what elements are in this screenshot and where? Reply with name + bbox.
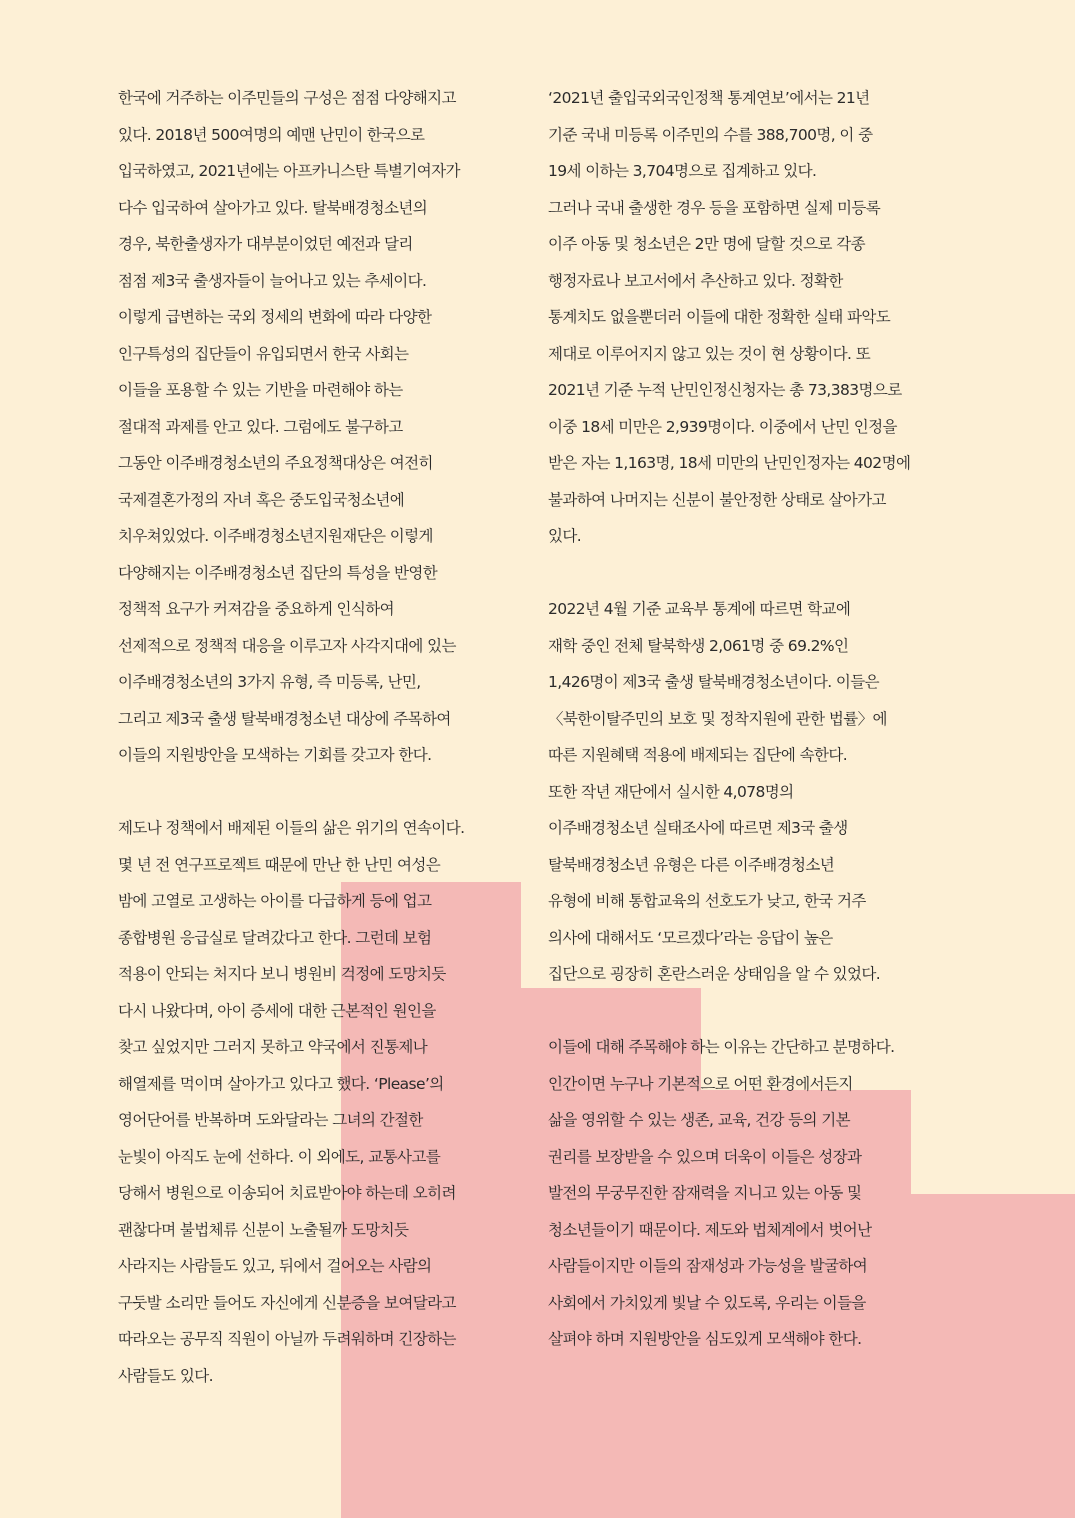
text-line: 발전의 무궁무진한 잠재력을 지니고 있는 아동 및 xyxy=(548,1184,862,1202)
text-line: 받은 자는 1,163명, 18세 미만의 난민인정자는 402명에 xyxy=(548,454,911,472)
paragraph-statistics xyxy=(548,80,988,555)
text-line: 또한 작년 재단에서 실시한 4,078명의 xyxy=(548,782,794,801)
text-line: 종합병원 응급실로 달려갔다고 한다. 그런데 보험 xyxy=(118,928,432,947)
text-line: 재학 중인 전체 탈북학생 2,061명 중 69.2%인 xyxy=(548,636,849,655)
text-line: 절대적 과제를 안고 있다. 그럼에도 불구하고 xyxy=(118,417,403,436)
paragraph-conclusion xyxy=(548,1029,988,1358)
text-line: 선제적으로 정책적 대응을 이루고자 사각지대에 있는 xyxy=(118,636,456,655)
text-line: 불과하여 나머지는 신분이 불안정한 상태로 살아가고 xyxy=(548,490,886,509)
paragraph-north-korean-youth xyxy=(548,591,988,993)
text-line: 사람들도 있다. xyxy=(118,1366,213,1385)
text-line: 따른 지원혜택 적용에 배제되는 집단에 속한다. xyxy=(548,746,848,764)
text-line: 이중 18세 미만은 2,939명이다. 이중에서 난민 인정을 xyxy=(548,417,897,436)
text-line: 이들에 대해 주목해야 하는 이유는 간단하고 분명하다. xyxy=(548,1038,895,1056)
text-line: 집단으로 굉장히 혼란스러운 상태임을 알 수 있었다. xyxy=(548,965,881,983)
text-line: 점점 제3국 출생자들이 늘어나고 있는 추세이다. xyxy=(118,271,427,290)
text-line: 치우쳐있었다. 이주배경청소년지원재단은 이렇게 xyxy=(118,527,433,545)
paragraph-refugee-story xyxy=(118,810,538,1394)
text-line: 사람들이지만 이들의 잠재성과 가능성을 발굴하여 xyxy=(548,1257,868,1275)
text-line: 적용이 안되는 처지다 보니 병원비 걱정에 도망치듯 xyxy=(118,965,446,983)
text-line: 밤에 고열로 고생하는 아이를 다급하게 등에 업고 xyxy=(118,892,432,910)
text-line: 괜찮다며 불법체류 신분이 노출될까 도망치듯 xyxy=(118,1220,409,1239)
left-text-column xyxy=(118,80,538,1394)
text-line: 이주배경청소년의 3가지 유형, 즉 미등록, 난민, xyxy=(118,673,421,691)
text-line: 사라지는 사람들도 있고, 뒤에서 걸어오는 사람의 xyxy=(118,1257,432,1275)
text-line: 따라오는 공무직 직원이 아닐까 두려워하며 긴장하는 xyxy=(118,1330,456,1348)
text-line: 청소년들이기 때문이다. 제도와 법체계에서 벗어난 xyxy=(548,1220,872,1239)
text-line: 제대로 이루어지지 않고 있는 것이 현 상황이다. 또 xyxy=(548,344,871,363)
text-line: 인간이면 누구나 기본적으로 어떤 환경에서든지 xyxy=(548,1074,853,1093)
text-line: 19세 이하는 3,704명으로 집계하고 있다. xyxy=(548,162,817,180)
text-line: 인구특성의 집단들이 유입되면서 한국 사회는 xyxy=(118,344,409,363)
text-line: 정책적 요구가 커져감을 중요하게 인식하여 xyxy=(118,600,395,618)
text-line: 있다. 2018년 500여명의 예맨 난민이 한국으로 xyxy=(118,125,425,144)
text-line: 2021년 기준 누적 난민인정신청자는 총 73,383명으로 xyxy=(548,381,902,399)
text-line: 제도나 정책에서 배제된 이들의 삶은 위기의 연속이다. xyxy=(118,819,465,837)
paragraph-gap xyxy=(548,993,988,1030)
text-line: 의사에 대해서도 ‘모르겠다’라는 응답이 높은 xyxy=(548,928,833,947)
text-line: 경우, 북한출생자가 대부분이었던 예전과 달리 xyxy=(118,235,413,253)
text-line: 이주 아동 및 청소년은 2만 명에 달할 것으로 각종 xyxy=(548,235,865,253)
text-line: 국제결혼가정의 자녀 혹은 중도입국청소년에 xyxy=(118,490,405,509)
text-line: 그동안 이주배경청소년의 주요정책대상은 여전히 xyxy=(118,454,433,472)
text-line: 있다. xyxy=(548,527,582,545)
text-line: 이들의 지원방안을 모색하는 기회를 갖고자 한다. xyxy=(118,746,432,764)
text-line: 찾고 싶었지만 그러지 못하고 약국에서 진통제나 xyxy=(118,1038,428,1056)
text-line: 살펴야 하며 지원방안을 심도있게 모색해야 한다. xyxy=(548,1330,862,1348)
text-line: 해열제를 먹이며 살아가고 있다고 했다. ‘Please’의 xyxy=(118,1074,444,1093)
text-line: 입국하였고, 2021년에는 아프카니스탄 특별기여자가 xyxy=(118,162,460,180)
text-line: 그러나 국내 출생한 경우 등을 포함하면 실제 미등록 xyxy=(548,198,881,217)
text-line: 눈빛이 아직도 눈에 선하다. 이 외에도, 교통사고를 xyxy=(118,1147,441,1166)
paragraph-intro xyxy=(118,80,538,774)
text-line: 몇 년 전 연구프로젝트 때문에 만난 한 난민 여성은 xyxy=(118,855,441,874)
paragraph-gap xyxy=(548,555,988,592)
text-line: 행정자료나 보고서에서 추산하고 있다. 정확한 xyxy=(548,271,843,290)
text-line: 다수 입국하여 살아가고 있다. 탈북배경청소년의 xyxy=(118,198,428,217)
text-line: 이주배경청소년 실태조사에 따르면 제3국 출생 xyxy=(548,819,848,837)
text-line: 구둣발 소리만 들어도 자신에게 신분증을 보여달라고 xyxy=(118,1293,456,1312)
paragraph-gap xyxy=(118,774,538,811)
text-line: 탈북배경청소년 유형은 다른 이주배경청소년 xyxy=(548,855,835,874)
text-line: 통계치도 없을뿐더러 이들에 대한 정확한 실태 파악도 xyxy=(548,308,891,326)
text-line: 그리고 제3국 출생 탈북배경청소년 대상에 주목하여 xyxy=(118,709,451,728)
text-line: 삶을 영위할 수 있는 생존, 교육, 건강 등의 기본 xyxy=(548,1111,850,1129)
text-line: 〈북한이탈주민의 보호 및 정착지원에 관한 법률〉에 xyxy=(548,709,887,728)
text-line: 유형에 비해 통합교육의 선호도가 낮고, 한국 거주 xyxy=(548,892,866,910)
text-line: 영어단어를 반복하며 도와달라는 그녀의 간절한 xyxy=(118,1111,423,1129)
right-text-column xyxy=(548,80,988,1358)
text-line: 사회에서 가치있게 빛날 수 있도록, 우리는 이들을 xyxy=(548,1293,866,1312)
text-line: 다시 나왔다며, 아이 증세에 대한 근본적인 원인을 xyxy=(118,1001,436,1020)
text-line: 당해서 병원으로 이송되어 치료받아야 하는데 오히려 xyxy=(118,1184,456,1202)
text-line: 이렇게 급변하는 국외 정세의 변화에 따라 다양한 xyxy=(118,308,432,326)
text-line: 권리를 보장받을 수 있으며 더욱이 이들은 성장과 xyxy=(548,1147,862,1166)
text-line: 이들을 포용할 수 있는 기반을 마련해야 하는 xyxy=(118,381,403,399)
text-line: 기준 국내 미등록 이주민의 수를 388,700명, 이 중 xyxy=(548,125,873,144)
text-line: ‘2021년 출입국외국인정책 통계연보’에서는 21년 xyxy=(548,89,870,107)
text-line: 다양해지는 이주배경청소년 집단의 특성을 반영한 xyxy=(118,563,438,582)
text-line: 1,426명이 제3국 출생 탈북배경청소년이다. 이들은 xyxy=(548,673,879,691)
text-line: 한국에 거주하는 이주민들의 구성은 점점 다양해지고 xyxy=(118,89,456,107)
text-line: 2022년 4월 기준 교육부 통계에 따르면 학교에 xyxy=(548,600,851,618)
